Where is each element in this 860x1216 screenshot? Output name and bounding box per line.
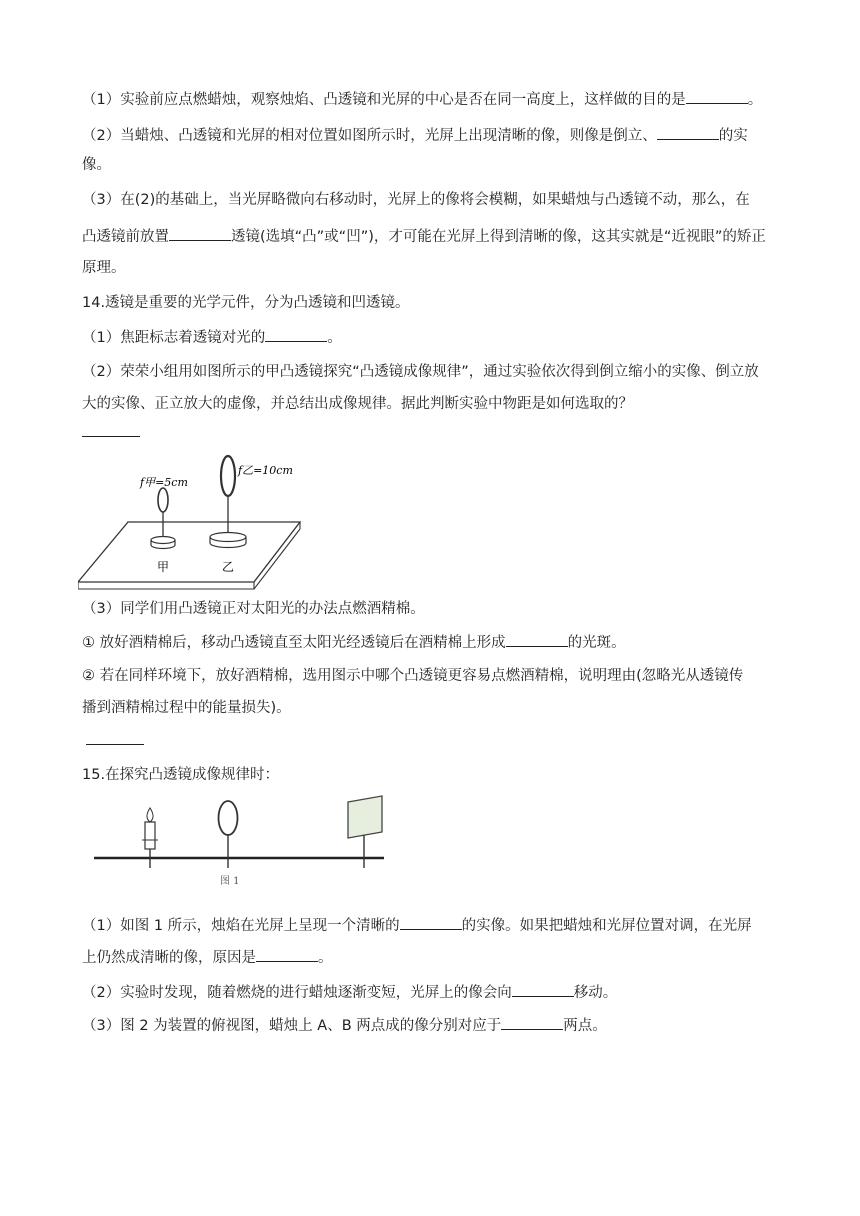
q14-answer-line bbox=[82, 422, 140, 443]
board-edge bbox=[78, 582, 254, 589]
q13-part3: （3）在(2)的基础上，当光屏略微向右移动时，光屏上的像将会模糊，如果蜡烛与凸透镜不动，那么，在 bbox=[82, 192, 750, 208]
q13-part2: （2）当蜡烛、凸透镜和光屏的相对位置如图所示时，光屏上出现清晰的像，则像是倒立、 的实 bbox=[82, 125, 748, 146]
q13-part3-end: 原理。 bbox=[82, 260, 126, 276]
answer-blank[interactable] bbox=[686, 89, 748, 104]
candle bbox=[145, 822, 155, 849]
q15-part1-cont: 上仍然成清晰的像，原因是 。 bbox=[82, 947, 333, 968]
convex-lens bbox=[219, 801, 238, 835]
q13-part1: （1）实验前应点燃蜡烛，观察烛焰、凸透镜和光屏的中心是否在同一高度上，这样做的目的是 。 bbox=[82, 89, 762, 110]
light-screen bbox=[348, 796, 382, 838]
answer-blank[interactable] bbox=[256, 947, 318, 962]
q14-part3-2-cont: 播到酒精棉过程中的能量损失)。 bbox=[82, 700, 291, 716]
label-jia: 甲 bbox=[157, 560, 170, 574]
lens-figure bbox=[78, 454, 318, 594]
answer-blank[interactable] bbox=[657, 125, 719, 140]
q14-part2: （2）荣荣小组用如图所示的甲凸透镜探究“凸透镜成像规律”，通过实验依次得到倒立缩小的实像、倒立放 bbox=[82, 364, 759, 380]
q14-part3: （3）同学们用凸透镜正对太阳光的办法点燃酒精棉。 bbox=[82, 601, 425, 617]
figure-caption: 图 1 bbox=[220, 876, 240, 887]
q14-part3-2: ② 若在同样环境下，放好酒精棉，选用图示中哪个凸透镜更容易点燃酒精棉，说明理由(忽略光从透镜传 bbox=[82, 668, 744, 684]
lens-yi bbox=[221, 456, 235, 496]
q15-part1: （1）如图 1 所示，烛焰在光屏上呈现一个清晰的 的实像。如果把蜡烛和光屏位置对调，在光屏 bbox=[82, 915, 752, 936]
q14-answer-line-2 bbox=[86, 730, 144, 751]
optical-bench-figure bbox=[92, 794, 402, 896]
answer-blank[interactable] bbox=[169, 226, 231, 241]
answer-blank[interactable] bbox=[265, 327, 327, 342]
lens-jia-base bbox=[151, 537, 175, 544]
focal-label-yi: f乙=10cm bbox=[238, 464, 293, 477]
label-yi: 乙 bbox=[222, 560, 235, 574]
q14-part3-1: ① 放好酒精棉后，移动凸透镜直至太阳光经透镜后在酒精棉上形成 的光斑。 bbox=[82, 632, 626, 653]
lens-yi-base bbox=[210, 533, 246, 542]
answer-blank[interactable] bbox=[400, 915, 462, 930]
q15-part2: （2）实验时发现，随着燃烧的进行蜡烛逐渐变短，光屏上的像会向 移动。 bbox=[82, 982, 617, 1003]
q15-part3: （3）图 2 为装置的俯视图，蜡烛上 A、B 两点成的像分别对应于 两点。 bbox=[82, 1015, 607, 1036]
answer-blank[interactable] bbox=[506, 632, 568, 647]
q14-part1: （1）焦距标志着透镜对光的 。 bbox=[82, 327, 342, 348]
q13-part2-cont: 像。 bbox=[82, 157, 111, 173]
focal-label-jia: f甲=5cm bbox=[140, 476, 188, 489]
q14-title: 14.透镜是重要的光学元件，分为凸透镜和凹透镜。 bbox=[82, 295, 410, 311]
q14-part2-cont: 大的实像、正立放大的虚像，并总结出成像规律。据此判断实验中物距是如何选取的？ bbox=[82, 396, 633, 412]
q15-title: 15.在探究凸透镜成像规律时： bbox=[82, 767, 280, 783]
answer-blank[interactable] bbox=[86, 730, 144, 745]
answer-blank[interactable] bbox=[82, 422, 140, 437]
answer-blank[interactable] bbox=[512, 982, 574, 997]
q13-part3-cont: 凸透镜前放置 透镜(选填“凸”或“凹”)，才可能在光屏上得到清晰的像，这其实就是“近视眼”的矫正 bbox=[82, 226, 766, 247]
lens-jia bbox=[158, 488, 168, 512]
candle-flame bbox=[147, 808, 153, 822]
answer-blank[interactable] bbox=[501, 1015, 563, 1030]
